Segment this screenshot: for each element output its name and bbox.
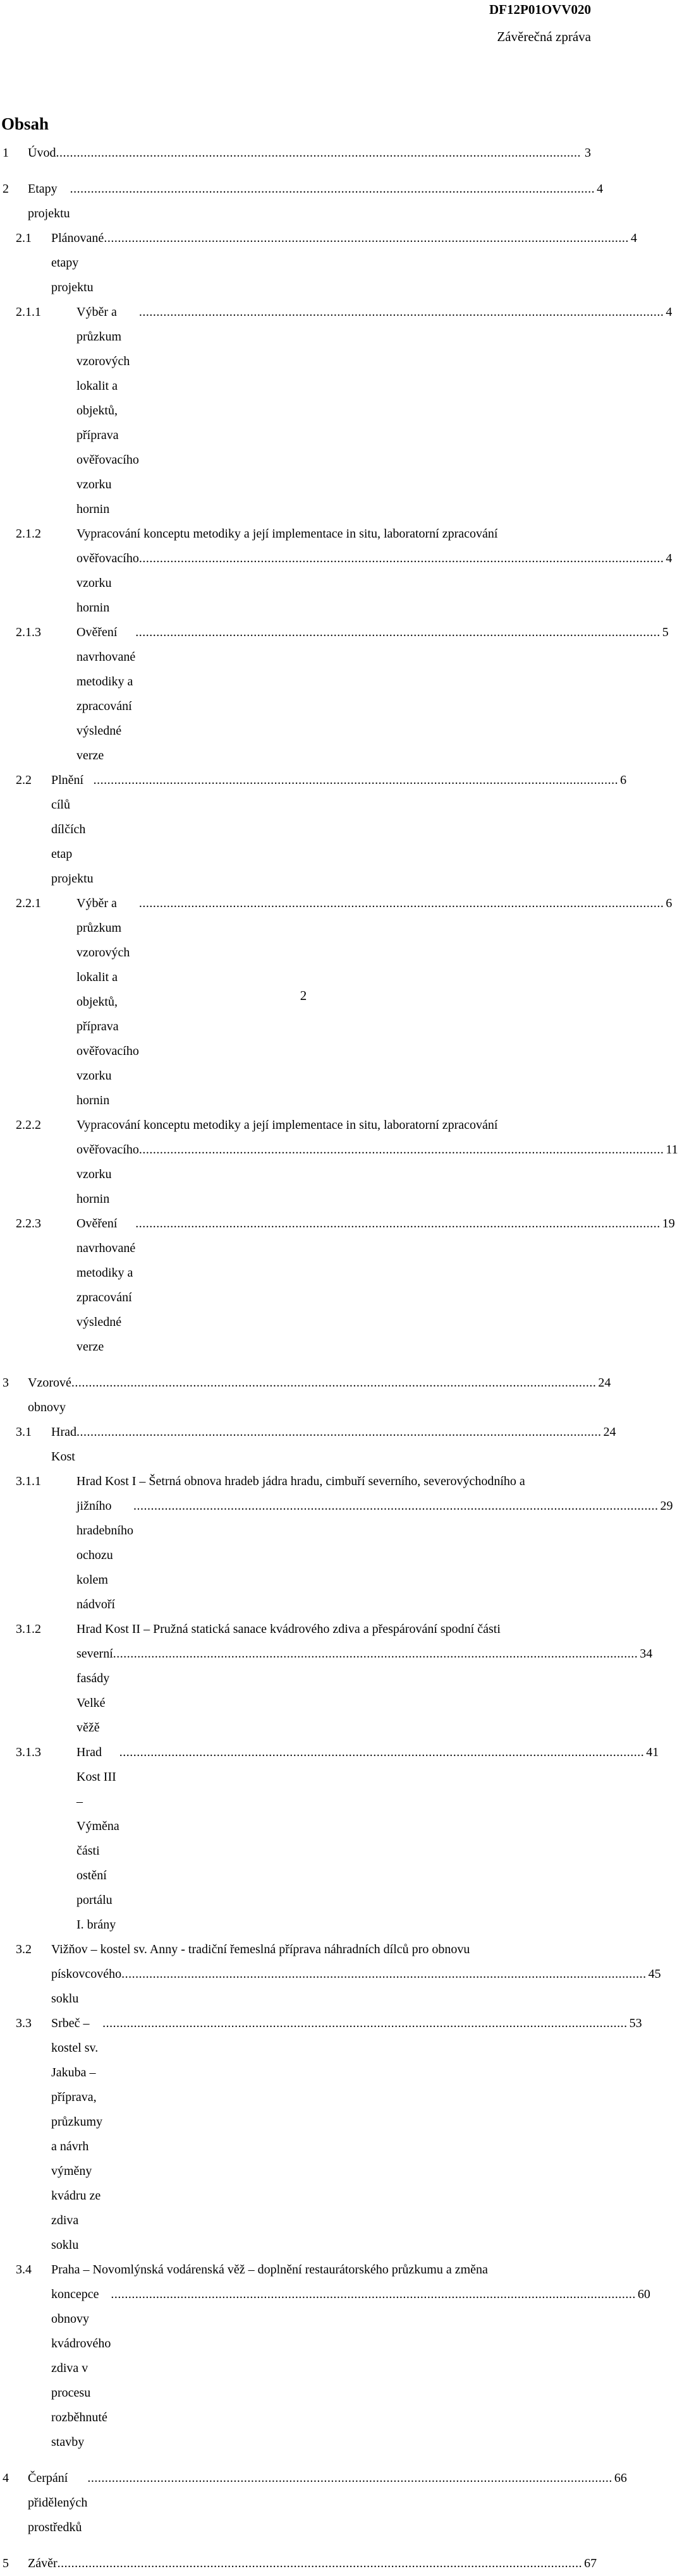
toc-entry-text-cont: ověřovacího vzorku hornin (76, 1143, 139, 1206)
toc-leader-dots: ....................................................................................................................................................... (93, 773, 619, 787)
toc-entry-number: 2.2.1 (16, 896, 41, 910)
toc-entry-number: 3.1.1 (16, 1474, 41, 1488)
toc-entry-text: Závěr (28, 2556, 58, 2570)
toc-entry-3-1[interactable] (0, 1420, 616, 1469)
toc-entry-text: Výběr a průzkum vzorových lokalit a objektů, příprava ověřovacího vzorku hornin (76, 305, 139, 516)
toc-entry-text-cont: severní fasády Velké věžě (76, 1647, 113, 1735)
toc-entry-text-cont: jižního hradebního ochozu kolem nádvoří (76, 1499, 133, 1611)
toc-entry-2[interactable] (0, 177, 607, 226)
toc-entry-text: Výběr a průzkum vzorových lokalit a objektů, příprava ověřovacího vzorku hornin (76, 896, 139, 1107)
toc-entry-3-2[interactable] (0, 1937, 661, 2011)
toc-entry-number: 5 (3, 2556, 9, 2570)
toc-entry-3-4[interactable] (0, 2258, 650, 2455)
document-code: DF12P01OVV020 (489, 2, 591, 17)
toc-entry-page: 67 (584, 2556, 597, 2570)
toc-entry-text: Hrad Kost III – Výměna části ostění portálu I. brány (76, 1745, 119, 1932)
toc-entry-page: 4 (630, 231, 637, 245)
toc-entry-number: 2 (3, 182, 9, 196)
toc-entry-number: 3.1.3 (16, 1745, 41, 1759)
toc-entry-1[interactable] (0, 141, 607, 166)
toc-leader-dots: ....................................................................................................................................................... (56, 146, 581, 160)
toc-entry-3-3[interactable] (0, 2011, 642, 2258)
toc-entry-number: 3.4 (16, 2263, 32, 2277)
toc-leader-dots: ....................................................................................................................................................... (70, 182, 595, 196)
toc-entry-page: 34 (640, 1647, 653, 1661)
toc-entry-number: 2.1.2 (16, 527, 41, 541)
toc-leader-dots: ....................................................................................................................................................... (87, 2471, 612, 2485)
toc-entry-page: 6 (620, 773, 627, 787)
toc-leader-dots: ....................................................................................................................................................... (138, 896, 664, 910)
toc-leader-dots: ....................................................................................................................................................... (71, 1376, 597, 1390)
toc-entry-page: 24 (603, 1425, 616, 1439)
toc-entry-page: 60 (637, 2287, 650, 2301)
toc-entry-3[interactable] (0, 1371, 611, 1420)
toc-entry-page: 3 (585, 146, 591, 160)
toc-entry-page: 29 (660, 1499, 673, 1513)
toc-entry-2-1-3[interactable] (0, 620, 669, 768)
toc-entry-text: Etapy projektu (28, 182, 70, 220)
toc-entry-text: Praha – Novomlýnská vodárenská věž – doplnění restaurátorského průzkumu a změna (51, 2263, 488, 2277)
toc-leader-dots: ....................................................................................................................................................... (138, 305, 664, 319)
toc-entry-text: Plnění cílů dílčích etap projektu (51, 773, 94, 886)
toc-entry-number: 3.1.2 (16, 1622, 41, 1636)
toc-entry-page: 53 (629, 2016, 642, 2030)
toc-leader-dots: ....................................................................................................................................................... (57, 2556, 583, 2570)
toc-entry-text: Vižňov – kostel sv. Anny - tradiční řemeslná příprava náhradních dílců pro obnovu (51, 1942, 470, 1956)
toc-entry-2-1[interactable] (0, 226, 637, 300)
toc-entry-text: Vypracování konceptu metodiky a její implementace in situ, laboratorní zpracování (76, 1118, 498, 1132)
toc-entry-number: 2.2.2 (16, 1118, 41, 1132)
toc-leader-dots: ....................................................................................................................................................... (113, 1647, 638, 1661)
toc-entry-page: 66 (614, 2471, 627, 2485)
toc-entry-text: Hrad Kost II – Pružná statická sanace kvádrového zdiva a přespárování spodní části (76, 1622, 501, 1636)
toc-entry-number: 4 (3, 2471, 9, 2485)
toc-entry-page: 45 (648, 1967, 661, 1981)
toc-entry-number: 2.1 (16, 231, 32, 245)
toc-entry-number: 2.1.3 (16, 625, 41, 639)
toc-entry-page: 4 (597, 182, 604, 196)
toc-entry-text: Ověření navrhované metodiky a zpracování výsledné verze (76, 625, 136, 762)
toc-entry-number: 2.1.1 (16, 305, 41, 319)
toc-entry-text: Ověření navrhované metodiky a zpracování výsledné verze (76, 1217, 136, 1354)
toc-leader-dots: ....................................................................................................................................................... (102, 2016, 628, 2030)
toc-entry-text: Vypracování konceptu metodiky a její implementace in situ, laboratorní zpracování (76, 527, 498, 541)
toc-entry-page: 24 (598, 1376, 611, 1390)
toc-leader-dots: ....................................................................................................................................................... (138, 551, 664, 565)
toc-entry-page: 11 (666, 1143, 678, 1157)
toc-leader-dots: ....................................................................................................................................................... (111, 2287, 636, 2301)
toc-entry-number: 1 (3, 146, 9, 160)
toc-entry-2-1-2[interactable] (0, 522, 673, 620)
toc-entry-number: 2.2.3 (16, 1217, 41, 1231)
toc-entry-5[interactable] (0, 2551, 607, 2576)
toc-entry-number: 2.2 (16, 773, 32, 787)
table-of-contents (0, 141, 678, 2576)
toc-entry-text: Hrad Kost (51, 1425, 76, 1464)
toc-entry-2-2-2[interactable] (0, 1113, 678, 1212)
toc-entry-page: 4 (666, 305, 673, 319)
toc-leader-dots: ....................................................................................................................................................... (135, 1217, 661, 1231)
toc-entry-number: 3.3 (16, 2016, 32, 2030)
toc-entry-text-cont: ověřovacího vzorku hornin (76, 551, 139, 615)
page-header (489, 0, 591, 45)
toc-entry-text: Čerpání přidělených prostředků (28, 2471, 88, 2534)
toc-entry-text: Úvod (28, 146, 56, 160)
toc-leader-dots: ....................................................................................................................................................... (119, 1745, 645, 1759)
toc-leader-dots: ....................................................................................................................................................... (138, 1143, 664, 1157)
toc-title: Obsah (1, 114, 49, 133)
toc-entry-page: 5 (662, 625, 669, 639)
toc-entry-text: Plánované etapy projektu (51, 231, 104, 294)
toc-entry-page: 4 (666, 551, 673, 565)
toc-entry-text-cont: koncepce obnovy kvádrového zdiva v procesu rozběhnuté stavby (51, 2287, 111, 2449)
toc-leader-dots: ....................................................................................................................................................... (135, 625, 661, 639)
toc-entry-text-cont: pískovcového soklu (51, 1967, 122, 2006)
toc-entry-3-1-3[interactable] (0, 1740, 659, 1937)
toc-entry-2-2-3[interactable] (0, 1212, 675, 1359)
toc-entry-page: 41 (646, 1745, 659, 1759)
toc-entry-number: 3 (3, 1376, 9, 1390)
toc-entry-3-1-1[interactable] (0, 1469, 673, 1617)
toc-entry-2-1-1[interactable] (0, 300, 673, 522)
toc-entry-2-2[interactable] (0, 768, 627, 891)
toc-leader-dots: ....................................................................................................................................................... (121, 1967, 647, 1981)
toc-entry-3-1-2[interactable] (0, 1617, 653, 1740)
toc-entry-number: 3.1 (16, 1425, 32, 1439)
toc-leader-dots: ....................................................................................................................................................... (104, 231, 629, 245)
toc-entry-text: Hrad Kost I – Šetrná obnova hradeb jádra hradu, cimbuří severního, severovýchodního a (76, 1474, 525, 1488)
toc-leader-dots: ....................................................................................................................................................... (76, 1425, 602, 1439)
toc-entry-text: Vzorové obnovy (28, 1376, 71, 1414)
toc-leader-dots: ....................................................................................................................................................... (133, 1499, 659, 1513)
toc-entry-page: 19 (662, 1217, 675, 1231)
page-number: 2 (300, 988, 307, 1003)
toc-entry-text: Srbeč – kostel sv. Jakuba – příprava, průzkumy a návrh výměny kvádru ze zdiva soklu (51, 2016, 103, 2252)
toc-entry-number: 3.2 (16, 1942, 32, 1956)
toc-entry-page: 6 (666, 896, 673, 910)
document-type: Závěrečná zpráva (497, 29, 591, 44)
toc-entry-4[interactable] (0, 2466, 627, 2540)
